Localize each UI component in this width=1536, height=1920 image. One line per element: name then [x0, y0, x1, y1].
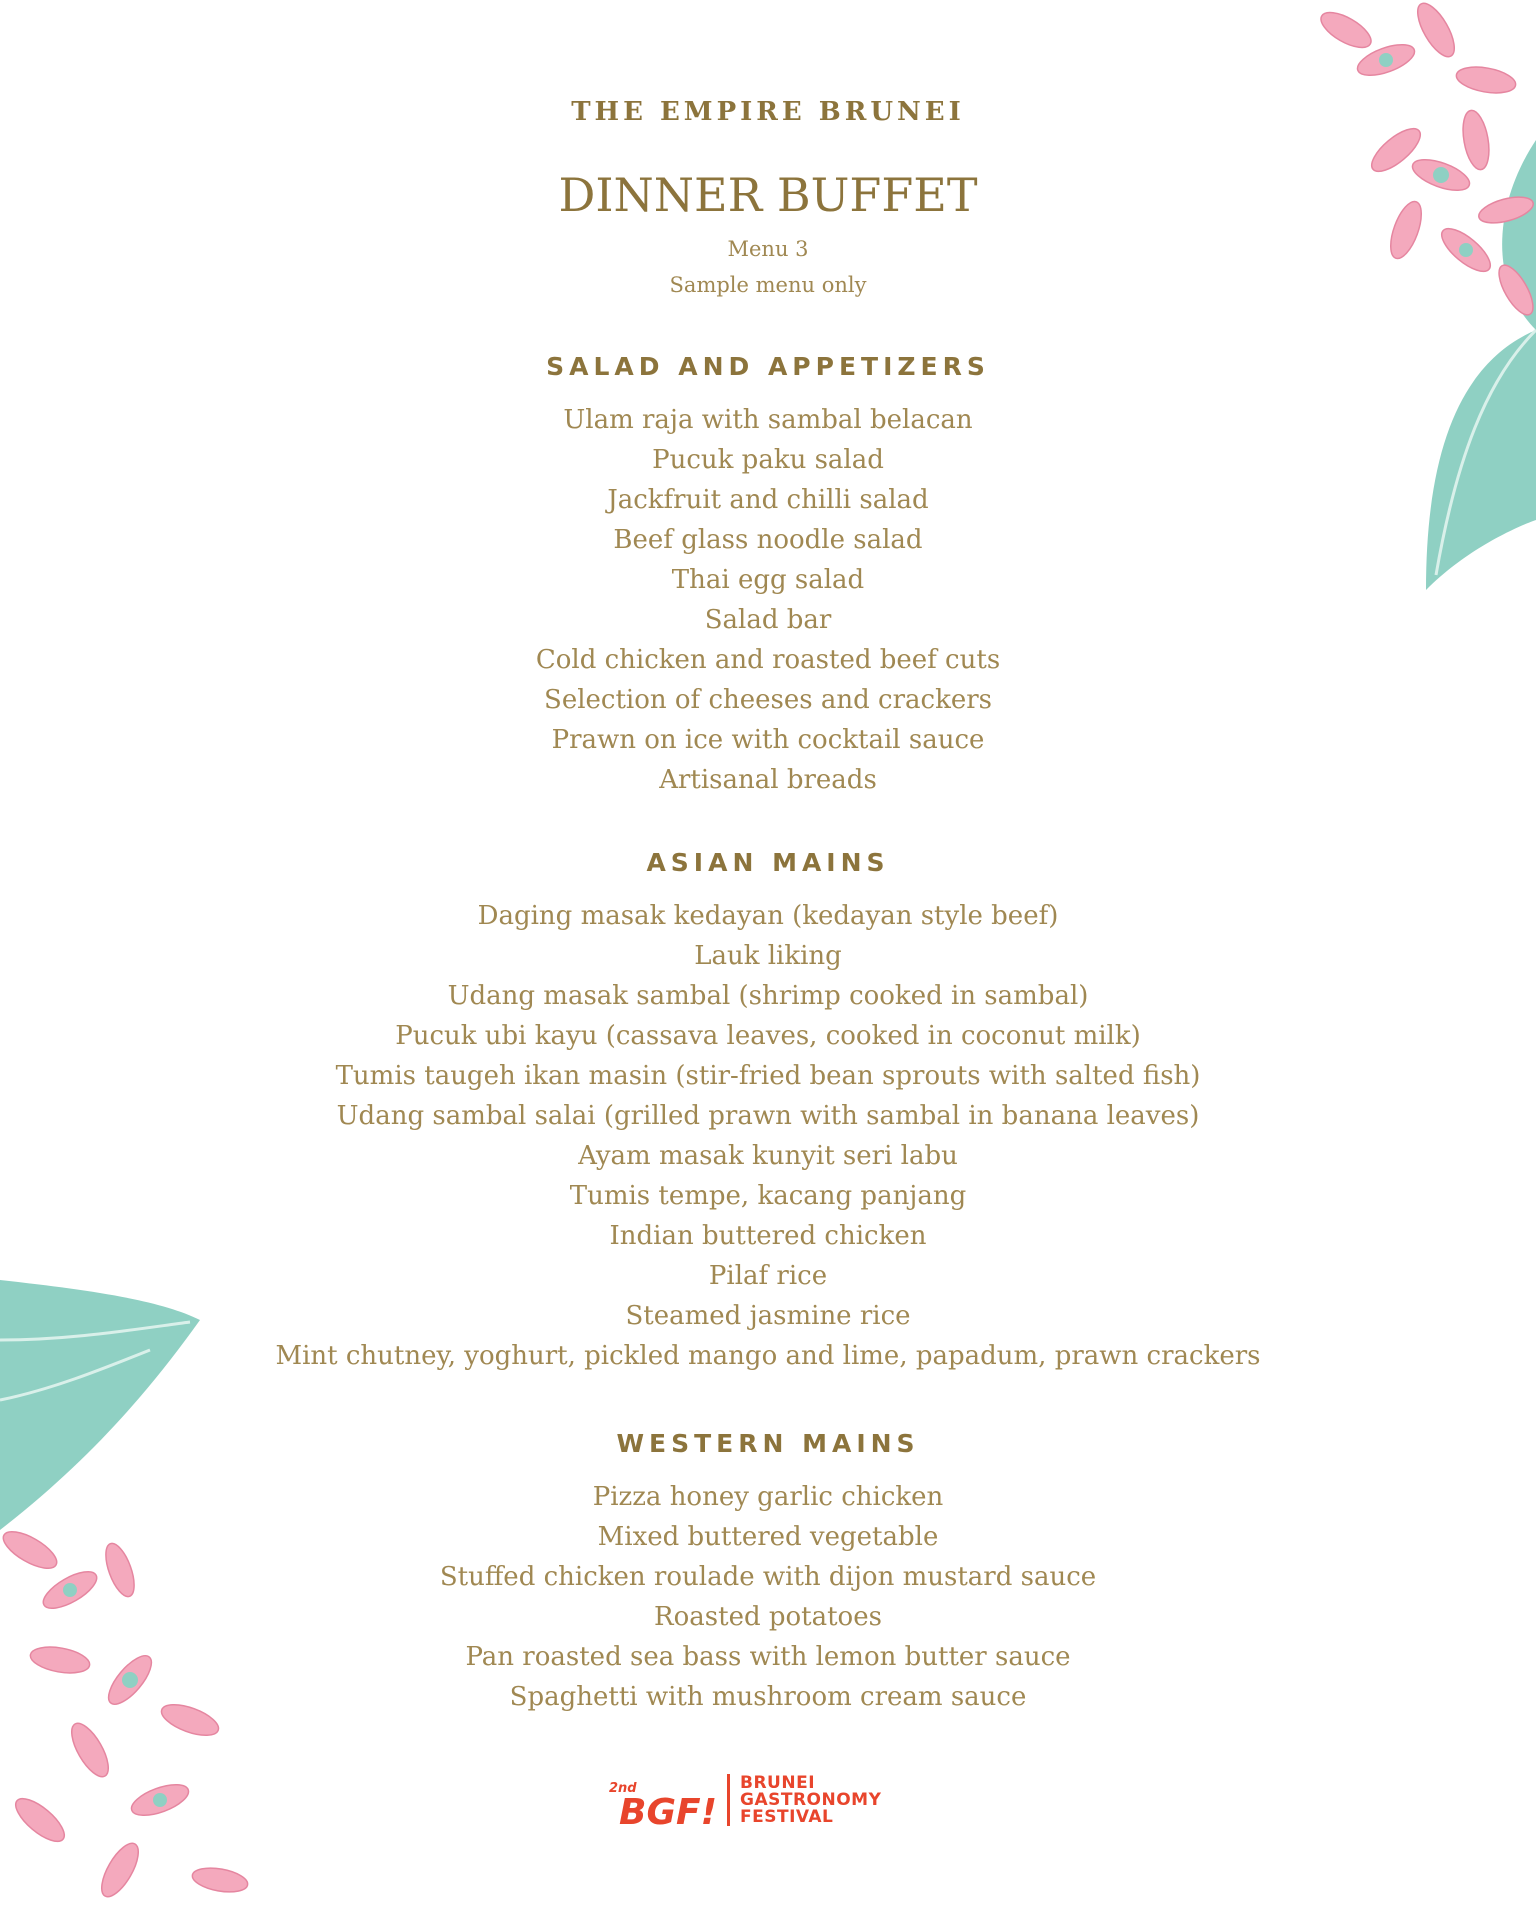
flower-cluster — [1316, 0, 1536, 320]
logo-line: FESTIVAL — [740, 1806, 834, 1827]
section-asian-mains — [0, 848, 1536, 1376]
section-salad-and-appetizers — [0, 352, 1536, 800]
logo-wordmark — [740, 1772, 882, 1827]
menu-item-list — [0, 896, 1536, 1376]
svg-text:BGF!: BGF! — [619, 1792, 717, 1830]
menu-item: Cold chicken and roasted beef cuts — [535, 645, 1001, 675]
menu-item: Pucuk ubi kayu (cassava leaves, cooked in coconut milk) — [395, 1021, 1141, 1051]
menu-item: Jackfruit and chilli salad — [607, 485, 929, 515]
section-heading: WESTERN MAINS — [616, 1429, 920, 1458]
menu-number: Menu 3 — [727, 237, 809, 261]
menu-title: DINNER BUFFET — [558, 168, 978, 222]
menu-item-list — [0, 1477, 1536, 1717]
menu-item: Artisanal breads — [659, 765, 877, 795]
menu-note: Sample menu only — [669, 273, 867, 297]
menu-item: Udang sambal salai (grilled prawn with sambal in banana leaves) — [336, 1101, 1200, 1131]
menu-item: Mixed buttered vegetable — [597, 1522, 939, 1552]
menu-item: Ulam raja with sambal belacan — [563, 405, 973, 435]
section-heading: SALAD AND APPETIZERS — [546, 352, 990, 381]
logo-divider — [727, 1774, 730, 1826]
logo-line: GASTRONOMY — [740, 1789, 882, 1810]
hotel-name: THE EMPIRE BRUNEI — [571, 97, 965, 127]
menu-item: Pan roasted sea bass with lemon butter sauce — [465, 1642, 1071, 1672]
menu-item: Prawn on ice with cocktail sauce — [551, 725, 985, 755]
festival-logo — [605, 1770, 935, 1830]
section-western-mains — [0, 1429, 1536, 1717]
menu-item: Mint chutney, yoghurt, pickled mango and lime, papadum, prawn crackers — [275, 1341, 1261, 1371]
menu-item: Salad bar — [704, 605, 832, 635]
menu-item: Spaghetti with mushroom cream sauce — [509, 1682, 1027, 1712]
menu-item: Ayam masak kunyit seri labu — [578, 1141, 958, 1171]
svg-text:2nd: 2nd — [609, 1781, 637, 1796]
menu-item: Steamed jasmine rice — [625, 1301, 911, 1331]
menu-item: Daging masak kedayan (kedayan style beef) — [477, 901, 1059, 931]
menu-item: Stuffed chicken roulade with dijon mustard sauce — [439, 1562, 1097, 1592]
menu-item: Thai egg salad — [671, 565, 865, 595]
menu-item: Beef glass noodle salad — [613, 525, 923, 555]
menu-item: Pilaf rice — [708, 1261, 828, 1291]
menu-item: Tumis tempe, kacang panjang — [569, 1181, 967, 1211]
bgf-logo-mark — [605, 1770, 723, 1830]
menu-item: Roasted potatoes — [654, 1602, 882, 1632]
menu-item: Lauk liking — [694, 941, 842, 971]
section-heading: ASIAN MAINS — [646, 848, 890, 877]
menu-item: Indian buttered chicken — [609, 1221, 927, 1251]
menu-item: Udang masak sambal (shrimp cooked in sambal) — [447, 981, 1089, 1011]
menu-item: Selection of cheeses and crackers — [544, 685, 992, 715]
menu-item: Pizza honey garlic chicken — [592, 1482, 944, 1512]
menu-item: Pucuk paku salad — [652, 445, 884, 475]
menu-item: Tumis taugeh ikan masin (stir-fried bean sprouts with salted fish) — [335, 1061, 1201, 1091]
logo-line: BRUNEI — [740, 1772, 816, 1793]
menu-item-list — [0, 400, 1536, 800]
